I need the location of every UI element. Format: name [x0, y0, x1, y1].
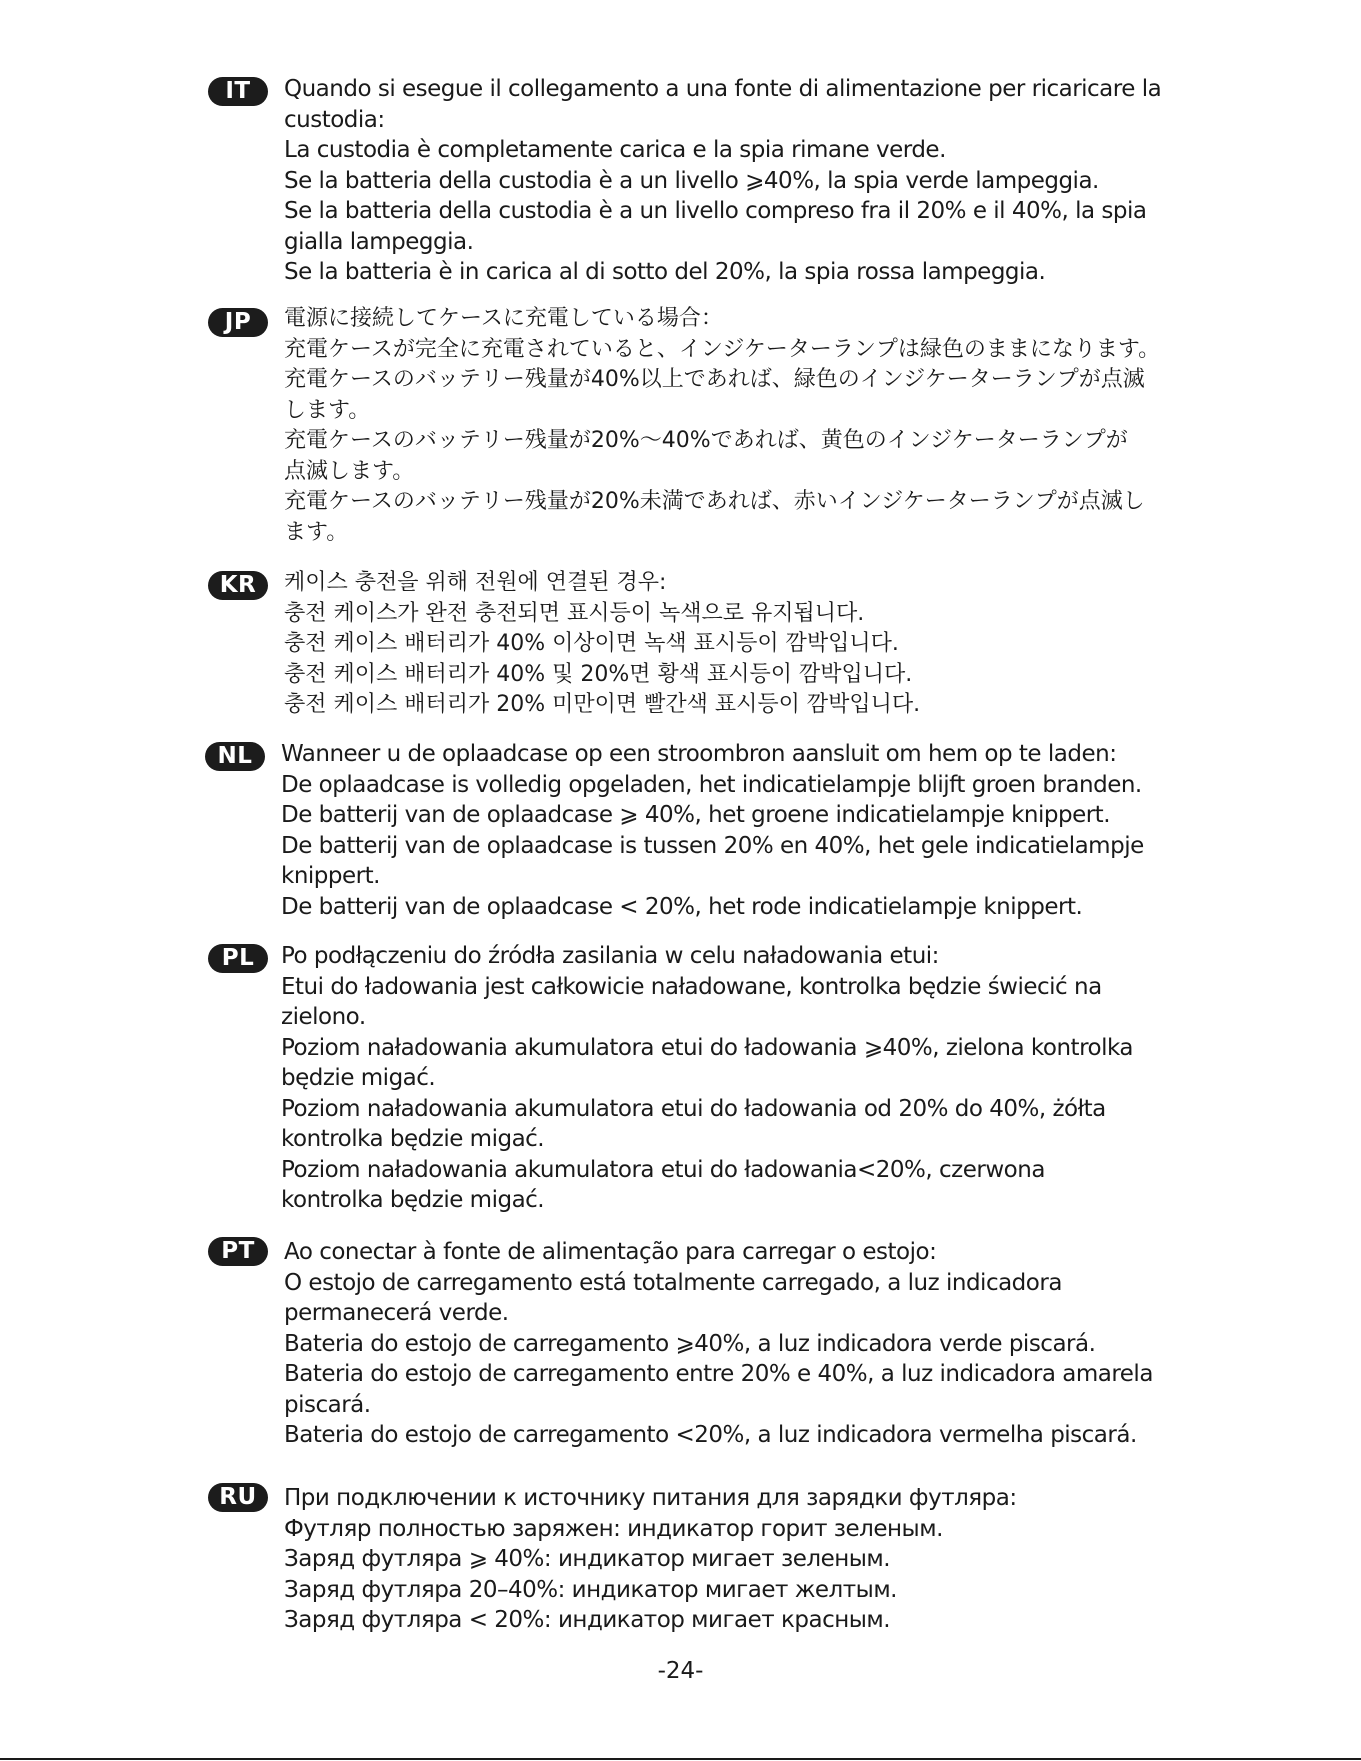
text-line: Wanneer u de oplaadcase op een stroombron aansluit om hem op te laden:	[281, 741, 1117, 767]
section-ru-text	[284, 1483, 1184, 1636]
text-line: 충전 케이스가 완전 충전되면 표시등이 녹색으로 유지됩니다.	[284, 600, 865, 626]
text-line: będzie migać.	[281, 1065, 436, 1091]
text-line: Футляр полностью заряжен: индикатор горит зеленым.	[284, 1515, 943, 1542]
text-line: 点滅します。	[284, 458, 415, 484]
language-badge-ru: RU	[208, 1483, 268, 1512]
bottom-divider	[0, 1758, 1361, 1760]
text-line: Quando si esegue il collegamento a una fonte di alimentazione per ricaricare la	[284, 76, 1162, 102]
text-line: knippert.	[281, 863, 380, 889]
text-line: La custodia è completamente carica e la spia rimane verde.	[284, 137, 946, 163]
text-line: ます。	[284, 519, 349, 545]
text-line: При подключении к источнику питания для зарядки футляра:	[284, 1485, 1017, 1511]
text-line: 충전 케이스 배터리가 40% 및 20%면 황색 표시등이 깜박입니다.	[284, 661, 913, 687]
text-line: kontrolka będzie migać.	[281, 1187, 545, 1213]
text-line: Se la batteria della custodia è a un livello ⩾40%, la spia verde lampeggia.	[284, 167, 1099, 194]
section-nl-text	[281, 739, 1181, 922]
text-line: Po podłączeniu do źródła zasilania w celu naładowania etui:	[281, 943, 939, 969]
text-line: De batterij van de oplaadcase is tussen 20% en 40%, het gele indicatielampje	[281, 832, 1144, 859]
text-line: custodia:	[284, 106, 385, 133]
page-number: -24-	[657, 1658, 704, 1684]
text-line: De oplaadcase is volledig opgeladen, het indicatielampje blijft groen branden.	[281, 771, 1142, 798]
text-line: 充電ケースのバッテリー残量が20%～40%であれば、黄色のインジケーターランプが	[284, 428, 1128, 453]
text-line: De batterij van de oplaadcase ⩾ 40%, het groene indicatielampje knippert.	[281, 802, 1110, 828]
text-line: 充電ケースが完全に充電されていると、インジケーターランプは緑色のままになります。	[284, 336, 1161, 362]
text-line: Заряд футляра 20–40%: индикатор мигает желтым.	[284, 1576, 897, 1603]
language-badge-pl: PL	[208, 944, 268, 973]
text-line: Poziom naładowania akumulatora etui do ładowania ⩾40%, zielona kontrolka	[281, 1034, 1133, 1061]
language-badge-jp: JP	[208, 308, 268, 337]
text-line: Заряд футляра ⩾ 40%: индикатор мигает зеленым.	[284, 1546, 891, 1572]
text-line: Etui do ładowania jest całkowicie naładowane, kontrolka będzie świecić na	[281, 973, 1102, 1000]
text-line: します。	[284, 397, 371, 423]
text-line: Poziom naładowania akumulatora etui do ładowania<20%, czerwona	[281, 1156, 1045, 1183]
section-jp-text	[284, 304, 1184, 548]
text-line: Заряд футляра < 20%: индикатор мигает красным.	[284, 1607, 891, 1633]
language-badge-it: IT	[208, 77, 268, 106]
text-line: 充電ケースのバッテリー残量が20%未満であれば、赤いインジケーターランプが点滅し	[284, 489, 1145, 514]
text-line: Bateria do estojo de carregamento entre 20% e 40%, a luz indicadora amarela	[284, 1361, 1153, 1387]
section-it-text	[284, 74, 1184, 288]
language-badge-nl: NL	[205, 742, 265, 771]
text-line: Bateria do estojo de carregamento <20%, a luz indicadora vermelha piscará.	[284, 1422, 1137, 1448]
text-line: Ao conectar à fonte de alimentação para carregar o estojo:	[284, 1239, 937, 1265]
text-line: Se la batteria della custodia è a un livello compreso fra il 20% e il 40%, la spia	[284, 198, 1147, 224]
text-line: 충전 케이스 배터리가 20% 미만이면 빨간색 표시등이 깜박입니다.	[284, 692, 921, 717]
text-line: zielono.	[281, 1004, 366, 1030]
text-line: Se la batteria è in carica al di sotto del 20%, la spia rossa lampeggia.	[284, 259, 1046, 285]
text-line: permanecerá verde.	[284, 1300, 509, 1326]
text-line: 케이스 충전을 위해 전원에 연결된 경우:	[284, 570, 667, 595]
section-pt-text	[284, 1237, 1184, 1451]
text-line: piscará.	[284, 1391, 371, 1418]
language-badge-kr: KR	[208, 571, 268, 600]
text-line: De batterij van de oplaadcase < 20%, het rode indicatielampje knippert.	[281, 893, 1083, 920]
section-pl-text	[281, 941, 1181, 1216]
language-badge-pt: PT	[208, 1237, 268, 1266]
text-line: Poziom naładowania akumulatora etui do ładowania od 20% do 40%, żółta	[281, 1095, 1106, 1122]
text-line: 充電ケースのバッテリー残量が40%以上であれば、緑色のインジケーターランプが点滅	[284, 367, 1145, 392]
text-line: gialla lampeggia.	[284, 228, 474, 255]
text-line: 충전 케이스 배터리가 40% 이상이면 녹색 표시등이 깜박입니다.	[284, 631, 899, 656]
text-line: O estojo de carregamento está totalmente carregado, a luz indicadora	[284, 1269, 1062, 1296]
text-line: Bateria do estojo de carregamento ⩾40%, a luz indicadora verde piscará.	[284, 1330, 1096, 1357]
text-line: kontrolka będzie migać.	[281, 1126, 545, 1152]
text-line: 電源に接続してケースに充電している場合：	[284, 306, 723, 331]
section-kr-text	[284, 568, 1184, 721]
